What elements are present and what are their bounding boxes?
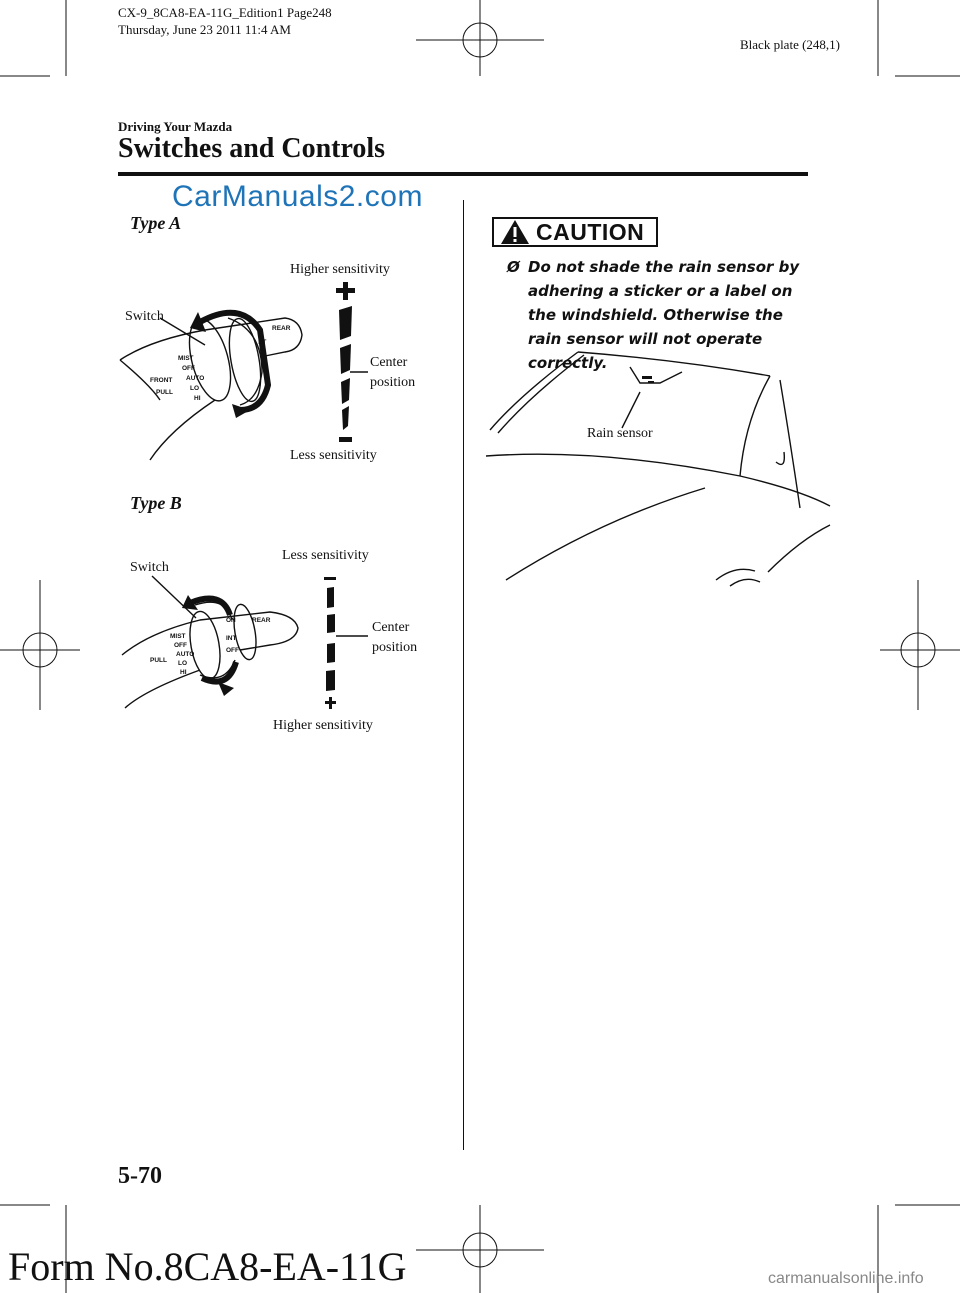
type-b-marking-mist: MIST: [170, 633, 186, 640]
type-b-marking-off: OFF: [174, 642, 187, 649]
type-a-marking-auto: AUTO: [186, 375, 205, 382]
type-b-marking-auto: AUTO: [176, 651, 195, 658]
type-a-marking-pull: PULL: [156, 389, 173, 396]
form-number: Form No.8CA8-EA-11G: [8, 1244, 407, 1289]
type-b-label: Type B: [130, 493, 182, 513]
rain-sensor-label: Rain sensor: [587, 426, 653, 441]
type-b-marking-int: INT: [226, 635, 237, 642]
type-a-less-label: Less sensitivity: [290, 448, 377, 463]
type-a-higher-label: Higher sensitivity: [290, 262, 390, 277]
type-b-center-label: Center position: [372, 620, 418, 655]
type-a-marking-off: OFF: [182, 365, 195, 372]
watermark: CarManuals2.com: [172, 180, 423, 213]
type-a-center-label: Center position: [370, 355, 416, 390]
plate-info: Black plate (248,1): [740, 37, 840, 52]
type-b-marking-off-rear: OFF: [226, 647, 239, 654]
page-title: Switches and Controls: [118, 133, 386, 164]
type-a-marking-front: FRONT: [150, 377, 173, 384]
type-a-marking-st: ST: [258, 339, 267, 346]
type-b-marking-hi: HI: [180, 669, 187, 676]
bullet-icon: Ø: [507, 258, 520, 276]
type-a-marking-lo: LO: [190, 385, 200, 392]
caution-heading: CAUTION: [536, 218, 645, 245]
type-b-higher-label: Higher sensitivity: [273, 718, 373, 733]
type-b-marking-lo: LO: [178, 660, 188, 667]
type-a-marking-hi: HI: [194, 395, 201, 402]
type-b-marking-on: ON: [226, 617, 236, 624]
caution-text: Do not shade the rain sensor by adhering a sticker or a label on the windshield. Otherwise the rain sensor will not operate correctly.: [528, 258, 800, 372]
type-a-marking-mist: MIST: [178, 355, 194, 362]
page-number: 5-70: [118, 1163, 162, 1189]
type-b-less-label: Less sensitivity: [282, 548, 369, 563]
type-a-marking-rear: REAR: [272, 325, 291, 332]
print-info: CX-9_8CA8-EA-11G_Edition1 Page248 Thursday, June 23 2011 11:4 AM: [118, 5, 332, 37]
type-b-switch-label: Switch: [130, 560, 169, 575]
section-name: Driving Your Mazda: [118, 119, 233, 134]
type-b-marking-pull: PULL: [150, 657, 167, 664]
site-watermark: carmanualsonline.info: [768, 1270, 924, 1287]
type-a-switch-label: Switch: [125, 309, 164, 324]
type-b-marking-rear: REAR: [252, 617, 271, 624]
type-a-label: Type A: [130, 213, 182, 233]
